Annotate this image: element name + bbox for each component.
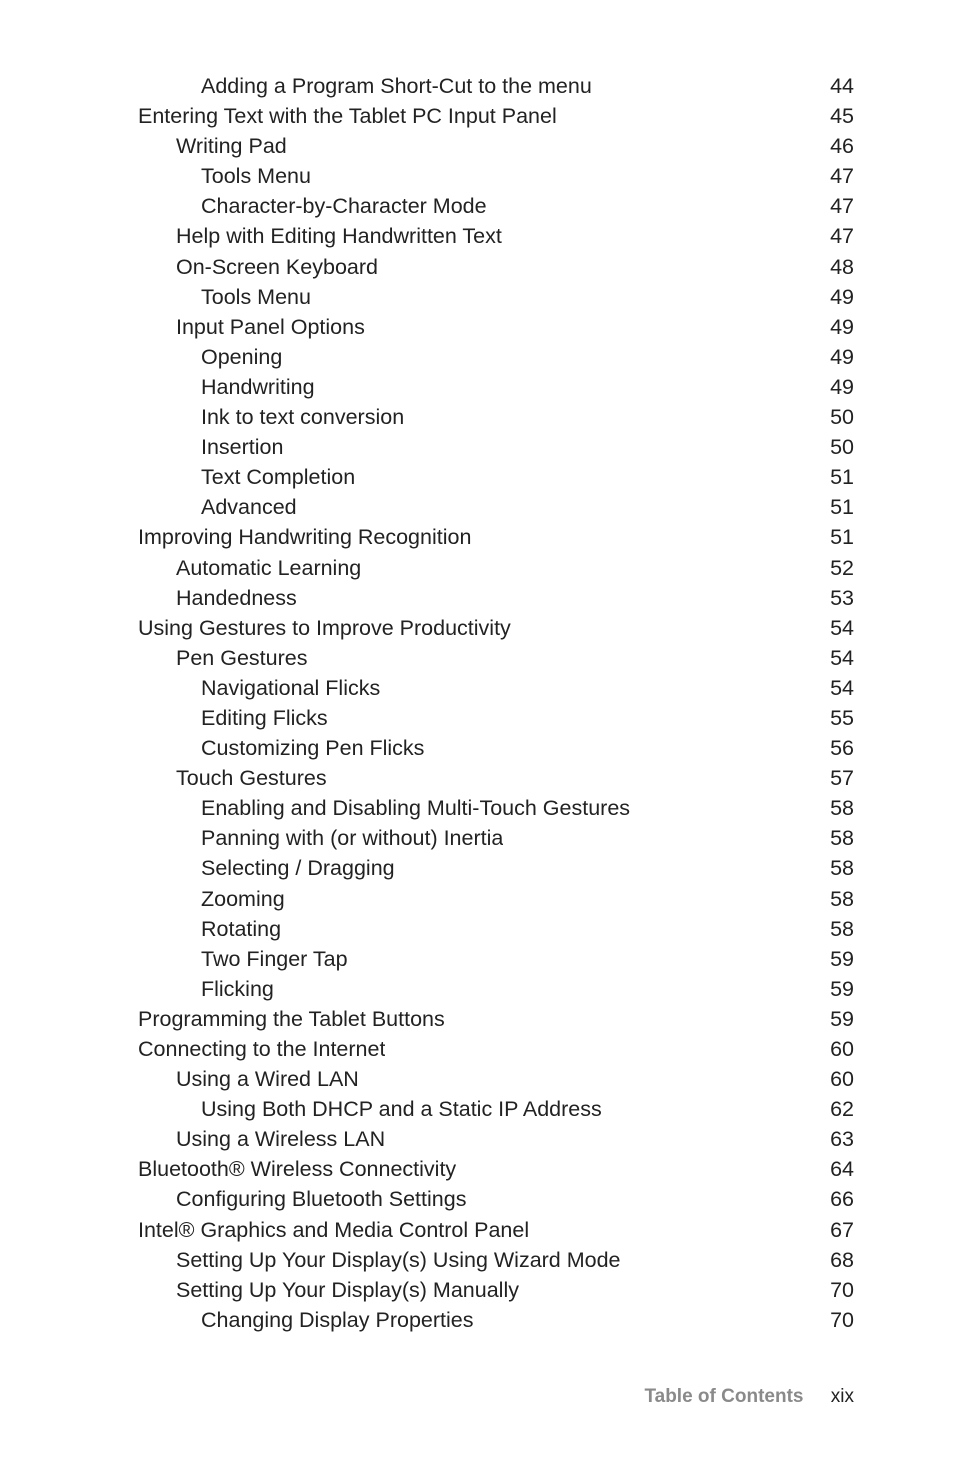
toc-entry-title: Using a Wired LAN <box>176 1067 359 1092</box>
toc-entry-title: Using a Wireless LAN <box>176 1127 386 1152</box>
toc-entry[interactable] <box>138 944 854 974</box>
toc-entry-title: Using Both DHCP and a Static IP Address <box>201 1097 602 1122</box>
toc-entry-title: On-Screen Keyboard <box>176 254 378 279</box>
toc-entry-title: Enabling and Disabling Multi-Touch Gestures <box>201 796 631 821</box>
toc-entry[interactable] <box>138 884 854 914</box>
toc-entry[interactable] <box>138 252 854 282</box>
toc-entry[interactable] <box>138 1215 854 1245</box>
toc-entry[interactable] <box>138 583 854 613</box>
toc-entry[interactable] <box>138 1184 854 1214</box>
toc-entry-title: Ink to text conversion <box>201 405 405 430</box>
toc-entry-page: 57 <box>830 766 854 791</box>
toc-entry[interactable] <box>138 1305 854 1335</box>
toc-entry-page: 60 <box>830 1037 854 1061</box>
toc-entry-title: Setting Up Your Display(s) Using Wizard Mode <box>176 1247 621 1272</box>
toc-entry[interactable] <box>138 432 854 462</box>
toc-entry[interactable] <box>138 312 854 342</box>
toc-entry-title: Setting Up Your Display(s) Manually <box>176 1277 519 1302</box>
toc-entry-title: Handwriting <box>201 374 315 399</box>
toc-entry-page: 49 <box>830 344 854 369</box>
toc-entry-page: 58 <box>830 856 854 881</box>
toc-entry[interactable] <box>138 492 854 522</box>
toc-entry-page: 51 <box>830 525 854 550</box>
toc-entry-page: 50 <box>830 405 854 430</box>
toc-entry-page: 45 <box>830 104 854 129</box>
toc-entry[interactable] <box>138 643 854 673</box>
toc-entry-page: 51 <box>830 465 854 490</box>
toc-entry-title: Two Finger Tap <box>201 946 348 971</box>
toc-entry-title: Character-by-Character Mode <box>201 194 487 219</box>
toc-entry-title: Tools Menu <box>201 164 311 189</box>
toc-entry[interactable] <box>138 613 854 643</box>
toc-entry-page: 54 <box>830 645 854 670</box>
toc-entry-page: 67 <box>830 1217 854 1242</box>
toc-entry[interactable] <box>138 372 854 402</box>
page-footer <box>644 1383 854 1411</box>
toc-entry-title: Entering Text with the Tablet PC Input Panel <box>138 104 557 129</box>
toc-entry[interactable] <box>138 221 854 251</box>
table-of-contents <box>138 71 854 1335</box>
toc-entry[interactable] <box>138 733 854 763</box>
toc-entry-title: Input Panel Options <box>176 314 365 339</box>
toc-entry[interactable] <box>138 1275 854 1305</box>
toc-entry-title: Changing Display Properties <box>201 1307 474 1332</box>
toc-entry-page: 59 <box>830 946 854 971</box>
toc-entry-title: Intel® Graphics and Media Control Panel <box>138 1217 530 1242</box>
toc-entry-page: 58 <box>830 796 854 821</box>
toc-entry-page: 54 <box>830 675 854 700</box>
toc-entry-title: Handedness <box>176 585 297 610</box>
toc-entry[interactable] <box>138 914 854 944</box>
toc-entry[interactable] <box>138 763 854 793</box>
toc-entry-page: 49 <box>830 284 854 309</box>
toc-entry-title: Programming the Tablet Buttons <box>138 1006 445 1031</box>
toc-entry[interactable] <box>138 1094 854 1124</box>
toc-entry-title: Zooming <box>201 886 285 911</box>
toc-entry-title: Connecting to the Internet <box>138 1037 386 1061</box>
toc-entry-page: 59 <box>830 1006 854 1031</box>
toc-entry-title: Panning with (or without) Inertia <box>201 826 504 851</box>
toc-entry-page: 54 <box>830 615 854 640</box>
toc-entry[interactable] <box>138 342 854 372</box>
toc-entry-title: Customizing Pen Flicks <box>201 736 425 761</box>
toc-entry-title: Bluetooth® Wireless Connectivity <box>138 1157 457 1182</box>
toc-entry[interactable] <box>138 1124 854 1154</box>
toc-entry-page: 47 <box>830 164 854 189</box>
toc-entry[interactable] <box>138 673 854 703</box>
toc-entry[interactable] <box>138 1064 854 1094</box>
toc-entry[interactable] <box>138 101 854 131</box>
toc-entry-title: Improving Handwriting Recognition <box>138 525 472 550</box>
toc-entry-page: 70 <box>830 1307 854 1332</box>
toc-entry[interactable] <box>138 1154 854 1184</box>
toc-entry[interactable] <box>138 1004 854 1034</box>
footer-section-label: Table of Contents <box>644 1386 804 1407</box>
toc-entry[interactable] <box>138 71 854 101</box>
toc-entry-title: Touch Gestures <box>176 766 327 791</box>
toc-entry-page: 49 <box>830 314 854 339</box>
toc-entry[interactable] <box>138 553 854 583</box>
toc-entry-title: Advanced <box>201 495 297 520</box>
toc-entry-page: 52 <box>830 555 854 580</box>
toc-entry-title: Rotating <box>201 916 282 941</box>
toc-entry[interactable] <box>138 703 854 733</box>
toc-entry-title: Automatic Learning <box>176 555 362 580</box>
toc-entry[interactable] <box>138 402 854 432</box>
toc-entry-title: Insertion <box>201 435 284 460</box>
toc-entry[interactable] <box>138 161 854 191</box>
toc-entry[interactable] <box>138 462 854 492</box>
toc-entry-title: Text Completion <box>201 465 356 490</box>
toc-entry-page: 58 <box>830 826 854 851</box>
toc-entry-page: 53 <box>830 585 854 610</box>
toc-entry-page: 66 <box>830 1187 854 1212</box>
toc-entry-title: Navigational Flicks <box>201 675 381 700</box>
toc-entry-page: 58 <box>830 916 854 941</box>
toc-entry-title: Flicking <box>201 976 274 1001</box>
toc-entry[interactable] <box>138 282 854 312</box>
toc-entry-page: 63 <box>830 1127 854 1152</box>
toc-entry[interactable] <box>138 1245 854 1275</box>
toc-entry-page: 50 <box>830 435 854 460</box>
toc-entry-title: Help with Editing Handwritten Text <box>176 224 502 249</box>
toc-entry-title: Adding a Program Short-Cut to the menu <box>201 74 592 98</box>
toc-entry[interactable] <box>138 1034 854 1064</box>
toc-entry-page: 51 <box>830 495 854 520</box>
toc-entry[interactable] <box>138 823 854 853</box>
toc-entry-page: 62 <box>830 1097 854 1122</box>
toc-entry-page: 58 <box>830 886 854 911</box>
toc-entry-title: Selecting / Dragging <box>201 856 395 881</box>
toc-entry-title: Writing Pad <box>176 134 287 159</box>
toc-entry-page: 70 <box>830 1277 854 1302</box>
toc-entry[interactable] <box>138 191 854 221</box>
footer-page-number: xix <box>830 1386 854 1407</box>
toc-entry[interactable] <box>138 522 854 552</box>
toc-entry-page: 59 <box>830 976 854 1001</box>
toc-entry[interactable] <box>138 974 854 1004</box>
toc-entry-page: 49 <box>830 374 854 399</box>
toc-entry-page: 68 <box>830 1247 854 1272</box>
toc-entry-page: 55 <box>830 705 854 730</box>
toc-entry-title: Opening <box>201 344 283 369</box>
toc-entry-page: 47 <box>830 224 854 249</box>
toc-entry[interactable] <box>138 793 854 823</box>
toc-entry-page: 64 <box>830 1157 854 1182</box>
toc-entry[interactable] <box>138 853 854 883</box>
toc-entry[interactable] <box>138 131 854 161</box>
toc-entry-page: 56 <box>830 736 854 761</box>
toc-entry-title: Configuring Bluetooth Settings <box>176 1187 467 1212</box>
toc-entry-page: 47 <box>830 194 854 219</box>
toc-entry-page: 60 <box>830 1067 854 1092</box>
toc-entry-page: 48 <box>830 254 854 279</box>
toc-entry-page: 46 <box>830 134 854 159</box>
toc-entry-page: 44 <box>830 74 854 98</box>
toc-entry-title: Pen Gestures <box>176 645 308 670</box>
toc-entry-title: Tools Menu <box>201 284 311 309</box>
toc-entry-title: Using Gestures to Improve Productivity <box>138 615 511 640</box>
toc-entry-title: Editing Flicks <box>201 705 328 730</box>
